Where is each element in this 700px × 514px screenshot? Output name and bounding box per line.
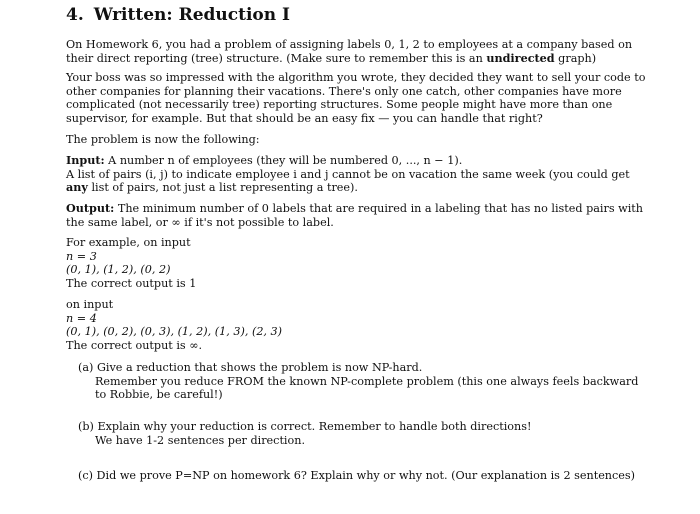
example2-n: n = 4 bbox=[66, 311, 97, 325]
paragraph-homework6 bbox=[66, 38, 646, 65]
input-line2-bold: any bbox=[66, 180, 88, 194]
section-number: 4. bbox=[66, 5, 84, 25]
example1-n: n = 3 bbox=[66, 249, 97, 263]
subquestion-a bbox=[78, 361, 643, 402]
subquestion-b-line1: (b) Explain why your reduction is correct. Remember to handle both directions! bbox=[78, 420, 532, 433]
example2-intro: on input bbox=[66, 298, 114, 311]
example2-output: The correct output is ∞. bbox=[66, 338, 203, 352]
input-spec bbox=[66, 154, 646, 195]
p1-text-a: On Homework 6, you had a problem of assigning labels 0, 1, 2 to employees at a company based on their direct reporting (tree) structure. (Make sure to remember this is an bbox=[66, 38, 633, 65]
subquestion-a-line1: (a) Give a reduction that shows the problem is now NP-hard. bbox=[78, 361, 423, 374]
p1-text-b: graph) bbox=[554, 51, 597, 65]
example-1 bbox=[66, 236, 646, 290]
example1-pairs: (0, 1), (1, 2), (0, 2) bbox=[66, 263, 171, 276]
input-line2-a: A list of pairs (i, j) to indicate employee i and j cannot be on vacation the same week (you could get bbox=[66, 167, 630, 181]
subquestion-a-line2: Remember you reduce FROM the known NP-complete problem (this one always feels backward to Robbie, be careful!) bbox=[95, 374, 639, 401]
paragraph-problem-intro bbox=[66, 133, 646, 147]
section-title-text: Written: Reduction I bbox=[93, 5, 290, 25]
subquestion-c-line1: (c) Did we prove P=NP on homework 6? Explain why or why not. (Our explanation is 2 sentences) bbox=[78, 469, 636, 482]
example1-intro: For example, on input bbox=[66, 236, 191, 249]
p2-text: Your boss was so impressed with the algorithm you wrote, they decided they want to sell your code to other companies for planning their vacations. There's only one catch, other companies have more complicated (not necessarily tree) reporting structures. Some people might have more than one supervisor, for example. But that should be an easy fix — you can handle that right? bbox=[66, 71, 646, 125]
p1-bold: undirected bbox=[486, 50, 555, 65]
output-label: Output: bbox=[66, 201, 115, 215]
subquestion-c bbox=[78, 469, 643, 483]
example2-pairs: (0, 1), (0, 2), (0, 3), (1, 2), (1, 3), (2, 3) bbox=[66, 325, 283, 338]
p3-text: The problem is now the following: bbox=[66, 133, 260, 146]
output-spec bbox=[66, 202, 646, 229]
example-2 bbox=[66, 298, 646, 352]
section-title bbox=[66, 5, 290, 25]
paragraph-boss bbox=[66, 71, 646, 125]
example1-output: The correct output is 1 bbox=[66, 276, 197, 290]
input-line2-b: list of pairs, not just a list representing a tree). bbox=[87, 181, 358, 194]
subquestion-b bbox=[78, 420, 643, 447]
subquestion-b-line2: We have 1-2 sentences per direction. bbox=[95, 433, 306, 447]
input-label: Input: bbox=[66, 153, 105, 167]
input-text: A number n of employees (they will be numbered 0, ..., n − 1). bbox=[104, 154, 463, 167]
output-text: The minimum number of 0 labels that are required in a labeling that has no listed pairs with the same label, or ∞ if it's not possible to label. bbox=[66, 202, 644, 229]
